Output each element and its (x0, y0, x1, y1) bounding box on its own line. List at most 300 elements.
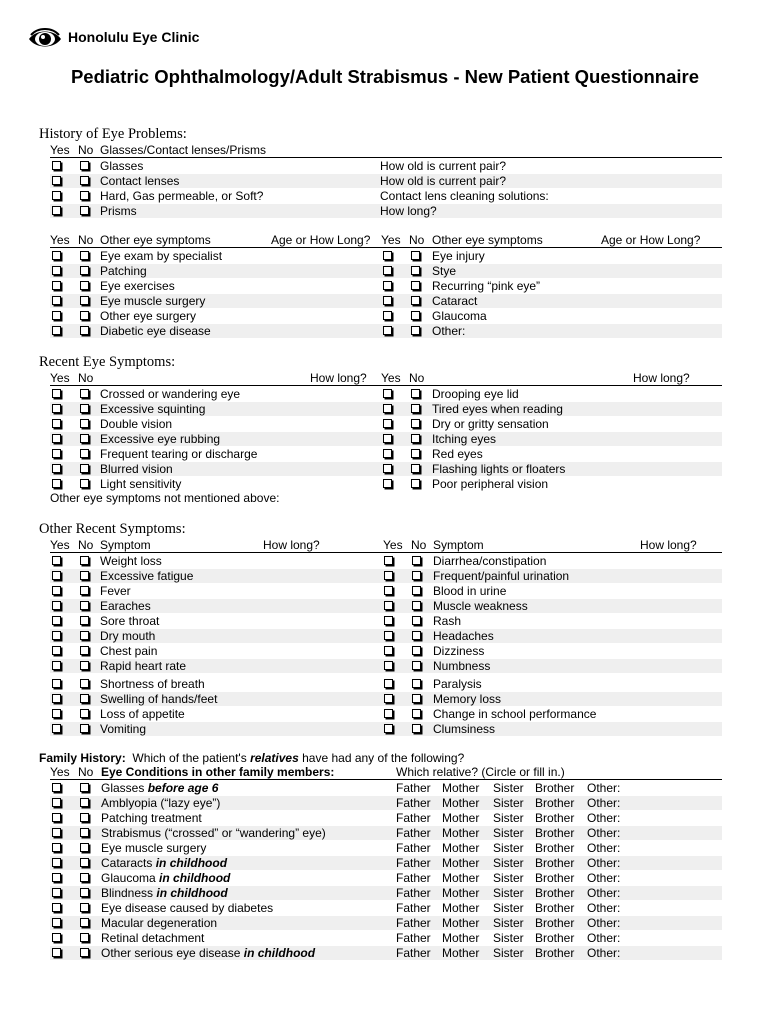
no-checkbox[interactable] (80, 843, 89, 852)
symptom-header: Symptom (100, 538, 151, 552)
symptom-item: Excessive fatigue (100, 569, 194, 583)
symptom-item: Drooping eye lid (432, 387, 519, 401)
yes-checkbox[interactable] (384, 601, 393, 610)
yes-checkbox[interactable] (52, 661, 61, 670)
no-checkbox[interactable] (80, 948, 89, 957)
symptom-item: Eye exercises (100, 279, 175, 293)
symptom-item: Sore throat (100, 614, 160, 628)
glasses-header: Glasses/Contact lenses/Prisms (100, 143, 267, 157)
relative-option[interactable]: Brother (535, 811, 575, 825)
no-checkbox[interactable] (412, 601, 421, 610)
no-checkbox[interactable] (412, 724, 421, 733)
no-checkbox[interactable] (411, 404, 420, 413)
yes-checkbox[interactable] (52, 571, 61, 580)
yes-header: Yes (381, 371, 401, 385)
yes-checkbox[interactable] (52, 266, 61, 275)
yes-checkbox[interactable] (52, 296, 61, 305)
relative-option[interactable]: Mother (442, 841, 480, 855)
no-checkbox[interactable] (411, 434, 420, 443)
symptom-item: Tired eyes when reading (432, 402, 563, 416)
no-checkbox[interactable] (80, 176, 89, 185)
symptom-item: Eye exam by specialist (100, 249, 223, 263)
symptom-item: Patching (100, 264, 147, 278)
yes-checkbox[interactable] (52, 646, 61, 655)
divider (50, 385, 722, 386)
relative-option[interactable]: Sister (493, 841, 524, 855)
family-condition-qualifier: in childhood (159, 871, 231, 885)
yes-checkbox[interactable] (52, 389, 61, 398)
yes-header: Yes (381, 233, 401, 247)
no-checkbox[interactable] (412, 661, 421, 670)
relative-option[interactable]: Other: (587, 886, 621, 900)
symptom-item: Double vision (100, 417, 173, 431)
family-condition-qualifier: before age 6 (147, 781, 219, 795)
symptom-item: Excessive eye rubbing (100, 432, 221, 446)
yes-checkbox[interactable] (52, 449, 61, 458)
relative-option[interactable]: Other: (587, 901, 621, 915)
family-condition-text: Eye muscle surgery (101, 841, 207, 855)
no-checkbox[interactable] (412, 709, 421, 718)
symptom-item: Fever (100, 584, 131, 598)
relative-option[interactable]: Other: (587, 826, 621, 840)
no-checkbox[interactable] (80, 389, 89, 398)
no-checkbox[interactable] (80, 266, 89, 275)
no-checkbox[interactable] (412, 556, 421, 565)
yes-checkbox[interactable] (52, 191, 61, 200)
yes-checkbox[interactable] (383, 479, 392, 488)
no-checkbox[interactable] (80, 661, 89, 670)
no-checkbox[interactable] (80, 161, 89, 170)
relative-option[interactable]: Mother (442, 886, 480, 900)
yes-checkbox[interactable] (383, 419, 392, 428)
no-checkbox[interactable] (80, 616, 89, 625)
symptom-item: Blurred vision (100, 462, 173, 476)
family-condition (101, 916, 217, 930)
relative-option[interactable]: Other: (587, 871, 621, 885)
symptom-item: Recurring “pink eye” (432, 279, 541, 293)
yes-checkbox[interactable] (384, 556, 393, 565)
family-conditions-header: Eye Conditions in other family members: (101, 765, 335, 779)
relative-option[interactable]: Brother (535, 916, 575, 930)
symptom-item: Vomiting (100, 722, 147, 736)
no-checkbox[interactable] (412, 616, 421, 625)
no-checkbox[interactable] (411, 326, 420, 335)
symptom-item: Frequent tearing or discharge (100, 447, 258, 461)
history-item: Hard, Gas permeable, or Soft? (100, 189, 264, 203)
other-symptoms-note: Other eye symptoms not mentioned above: (50, 491, 280, 505)
yes-checkbox[interactable] (52, 679, 61, 688)
relative-option[interactable]: Brother (535, 841, 575, 855)
divider (50, 552, 722, 553)
family-condition (101, 856, 227, 870)
relative-option[interactable]: Sister (493, 781, 524, 795)
symptom-item: Earaches (100, 599, 151, 613)
relative-option[interactable]: Sister (493, 871, 524, 885)
yes-checkbox[interactable] (383, 296, 392, 305)
yes-checkbox[interactable] (384, 709, 393, 718)
yes-checkbox[interactable] (52, 251, 61, 260)
relative-option[interactable]: Other: (587, 796, 621, 810)
no-checkbox[interactable] (412, 571, 421, 580)
yes-checkbox[interactable] (383, 311, 392, 320)
no-checkbox[interactable] (80, 419, 89, 428)
no-checkbox[interactable] (80, 873, 89, 882)
relative-option[interactable]: Brother (535, 931, 575, 945)
yes-checkbox[interactable] (52, 464, 61, 473)
no-checkbox[interactable] (80, 828, 89, 837)
no-checkbox[interactable] (412, 646, 421, 655)
no-checkbox[interactable] (80, 206, 89, 215)
family-condition (101, 826, 326, 840)
no-checkbox[interactable] (412, 586, 421, 595)
symptom-item: Loss of appetite (100, 707, 185, 721)
symptom-item: Rash (433, 614, 462, 628)
yes-checkbox[interactable] (52, 724, 61, 733)
symptom-item: Light sensitivity (100, 477, 182, 491)
relative-option[interactable]: Mother (442, 931, 480, 945)
no-checkbox[interactable] (80, 479, 89, 488)
which-relative-header: Which relative? (Circle or fill in.) (396, 765, 565, 779)
no-checkbox[interactable] (411, 266, 420, 275)
symptom-item: Muscle weakness (433, 599, 528, 613)
how-long-header: How long? (633, 371, 690, 385)
relative-option[interactable]: Brother (535, 796, 575, 810)
age-header: Age or How Long? (601, 233, 701, 247)
no-header: No (78, 371, 94, 385)
relative-option[interactable]: Father (396, 796, 431, 810)
relative-option[interactable]: Brother (535, 826, 575, 840)
relative-option[interactable]: Sister (493, 946, 524, 960)
yes-checkbox[interactable] (52, 586, 61, 595)
relative-option[interactable]: Sister (493, 811, 524, 825)
no-checkbox[interactable] (80, 783, 89, 792)
family-condition (101, 931, 204, 945)
divider (50, 157, 722, 158)
relative-option[interactable]: Father (396, 781, 431, 795)
family-condition-text: Cataracts (101, 856, 153, 870)
yes-checkbox[interactable] (384, 661, 393, 670)
yes-checkbox[interactable] (384, 616, 393, 625)
family-condition-qualifier: in childhood (156, 886, 228, 900)
yes-checkbox[interactable] (52, 888, 61, 897)
yes-checkbox[interactable] (383, 389, 392, 398)
no-checkbox[interactable] (80, 631, 89, 640)
family-condition-text: Glasses (101, 781, 145, 795)
relative-option[interactable]: Sister (493, 901, 524, 915)
yes-checkbox[interactable] (52, 918, 61, 927)
relative-option[interactable]: Brother (535, 946, 575, 960)
no-header: No (411, 538, 427, 552)
no-checkbox[interactable] (80, 449, 89, 458)
no-header: No (78, 233, 94, 247)
symptom-item: Flashing lights or floaters (432, 462, 566, 476)
yes-checkbox[interactable] (52, 843, 61, 852)
no-checkbox[interactable] (80, 296, 89, 305)
no-checkbox[interactable] (80, 191, 89, 200)
no-checkbox[interactable] (411, 479, 420, 488)
relative-option[interactable]: Mother (442, 946, 480, 960)
recent-section-title: Recent Eye Symptoms: (39, 354, 176, 370)
eye-logo-icon (28, 27, 62, 54)
no-checkbox[interactable] (80, 434, 89, 443)
yes-checkbox[interactable] (383, 326, 392, 335)
symptom-item: Glaucoma (432, 309, 487, 323)
other-recent-section-title: Other Recent Symptoms: (39, 521, 186, 537)
no-checkbox[interactable] (80, 464, 89, 473)
symptom-item: Frequent/painful urination (433, 569, 570, 583)
yes-checkbox[interactable] (384, 679, 393, 688)
no-header: No (78, 538, 94, 552)
no-checkbox[interactable] (411, 389, 420, 398)
yes-checkbox[interactable] (383, 464, 392, 473)
family-intro-em: relatives (250, 751, 299, 765)
symptom-item: Itching eyes (432, 432, 497, 446)
yes-checkbox[interactable] (52, 948, 61, 957)
symptom-item: Headaches (433, 629, 494, 643)
relative-option[interactable]: Other: (587, 841, 621, 855)
symptom-item: Numbness (433, 659, 491, 673)
yes-checkbox[interactable] (383, 434, 392, 443)
no-checkbox[interactable] (80, 694, 89, 703)
family-condition-text: Amblyopia (“lazy eye”) (101, 796, 221, 810)
yes-checkbox[interactable] (384, 724, 393, 733)
no-checkbox[interactable] (411, 419, 420, 428)
symptom-item: Memory loss (433, 692, 502, 706)
symptom-item: Clumsiness (433, 722, 496, 736)
no-checkbox[interactable] (411, 464, 420, 473)
no-checkbox[interactable] (412, 631, 421, 640)
relative-option[interactable]: Other: (587, 781, 621, 795)
yes-checkbox[interactable] (52, 798, 61, 807)
relative-option[interactable]: Other: (587, 916, 621, 930)
family-condition-text: Macular degeneration (101, 916, 218, 930)
yes-checkbox[interactable] (52, 326, 61, 335)
yes-checkbox[interactable] (383, 281, 392, 290)
no-checkbox[interactable] (412, 694, 421, 703)
yes-checkbox[interactable] (52, 176, 61, 185)
yes-checkbox[interactable] (52, 783, 61, 792)
relative-option[interactable]: Sister (493, 826, 524, 840)
symptom-item: Other: (432, 324, 466, 338)
relative-option[interactable]: Father (396, 811, 431, 825)
no-checkbox[interactable] (80, 798, 89, 807)
yes-checkbox[interactable] (383, 404, 392, 413)
no-checkbox[interactable] (411, 449, 420, 458)
yes-checkbox[interactable] (384, 646, 393, 655)
relative-option[interactable]: Brother (535, 886, 575, 900)
no-checkbox[interactable] (80, 326, 89, 335)
yes-checkbox[interactable] (52, 813, 61, 822)
yes-checkbox[interactable] (52, 556, 61, 565)
relative-option[interactable]: Other: (587, 811, 621, 825)
no-checkbox[interactable] (412, 679, 421, 688)
relative-option[interactable]: Mother (442, 826, 480, 840)
family-condition-text: Blindness (101, 886, 154, 900)
yes-header: Yes (50, 538, 70, 552)
no-checkbox[interactable] (80, 251, 89, 260)
no-checkbox[interactable] (80, 709, 89, 718)
symptom-item: Change in school performance (433, 707, 597, 721)
no-checkbox[interactable] (80, 646, 89, 655)
family-condition-text: Patching treatment (101, 811, 202, 825)
no-checkbox[interactable] (411, 296, 420, 305)
family-condition-text: Other serious eye disease (101, 946, 241, 960)
relative-option[interactable]: Mother (442, 796, 480, 810)
yes-checkbox[interactable] (52, 404, 61, 413)
no-checkbox[interactable] (80, 888, 89, 897)
yes-header: Yes (50, 233, 70, 247)
yes-checkbox[interactable] (52, 206, 61, 215)
relative-option[interactable]: Other: (587, 946, 621, 960)
relative-option[interactable]: Mother (442, 901, 480, 915)
family-intro (39, 751, 464, 765)
history-question: How long? (380, 204, 437, 218)
yes-checkbox[interactable] (383, 251, 392, 260)
relative-option[interactable]: Mother (442, 781, 480, 795)
no-checkbox[interactable] (80, 918, 89, 927)
no-checkbox[interactable] (411, 251, 420, 260)
no-checkbox[interactable] (80, 813, 89, 822)
relative-option[interactable]: Father (396, 946, 431, 960)
symptom-item: Diarrhea/constipation (433, 554, 547, 568)
relative-option[interactable]: Father (396, 901, 431, 915)
relative-option[interactable]: Father (396, 826, 431, 840)
symptom-item: Dizziness (433, 644, 485, 658)
yes-checkbox[interactable] (383, 266, 392, 275)
family-condition (101, 841, 206, 855)
family-condition (101, 886, 228, 900)
no-checkbox[interactable] (80, 556, 89, 565)
symptom-item: Eye injury (432, 249, 485, 263)
no-header: No (78, 143, 94, 157)
family-condition (101, 871, 230, 885)
symptom-item: Diabetic eye disease (100, 324, 211, 338)
no-checkbox[interactable] (411, 281, 420, 290)
relative-option[interactable]: Sister (493, 856, 524, 870)
symptom-item: Red eyes (432, 447, 483, 461)
relative-option[interactable]: Sister (493, 886, 524, 900)
no-checkbox[interactable] (80, 571, 89, 580)
no-checkbox[interactable] (80, 933, 89, 942)
family-condition (101, 781, 218, 795)
divider (50, 779, 722, 780)
family-condition (101, 946, 315, 960)
yes-checkbox[interactable] (52, 933, 61, 942)
family-condition (101, 796, 220, 810)
relative-option[interactable]: Father (396, 856, 431, 870)
no-checkbox[interactable] (80, 601, 89, 610)
no-checkbox[interactable] (80, 586, 89, 595)
history-item: Prisms (100, 204, 137, 218)
no-checkbox[interactable] (80, 311, 89, 320)
no-checkbox[interactable] (80, 404, 89, 413)
symptom-item: Weight loss (100, 554, 162, 568)
yes-checkbox[interactable] (383, 449, 392, 458)
relative-option[interactable]: Father (396, 916, 431, 930)
yes-checkbox[interactable] (52, 601, 61, 610)
yes-checkbox[interactable] (52, 903, 61, 912)
family-condition (101, 901, 273, 915)
yes-checkbox[interactable] (384, 631, 393, 640)
symptom-item: Other eye surgery (100, 309, 197, 323)
yes-checkbox[interactable] (52, 434, 61, 443)
relative-option[interactable]: Mother (442, 916, 480, 930)
relative-option[interactable]: Mother (442, 871, 480, 885)
yes-checkbox[interactable] (384, 694, 393, 703)
form-title: Pediatric Ophthalmology/Adult Strabismus - New Patient Questionnaire (70, 66, 700, 87)
symptom-item: Shortness of breath (100, 677, 205, 691)
no-header: No (409, 371, 425, 385)
no-checkbox[interactable] (80, 724, 89, 733)
yes-checkbox[interactable] (52, 161, 61, 170)
relative-option[interactable]: Brother (535, 781, 575, 795)
history-section-title: History of Eye Problems: (39, 126, 187, 142)
relative-option[interactable]: Sister (493, 931, 524, 945)
relative-option[interactable]: Mother (442, 856, 480, 870)
age-header: Age or How Long? (271, 233, 371, 247)
yes-checkbox[interactable] (52, 419, 61, 428)
no-checkbox[interactable] (411, 311, 420, 320)
symptom-item: Paralysis (433, 677, 482, 691)
yes-checkbox[interactable] (52, 694, 61, 703)
yes-checkbox[interactable] (52, 873, 61, 882)
relative-option[interactable]: Other: (587, 931, 621, 945)
yes-header: Yes (50, 371, 70, 385)
family-condition-text: Glaucoma (101, 871, 156, 885)
no-checkbox[interactable] (80, 281, 89, 290)
yes-header: Yes (50, 765, 70, 779)
yes-checkbox[interactable] (52, 828, 61, 837)
relative-option[interactable]: Father (396, 841, 431, 855)
relative-option[interactable]: Father (396, 886, 431, 900)
yes-checkbox[interactable] (52, 616, 61, 625)
relative-option[interactable]: Mother (442, 811, 480, 825)
history-question: Contact lens cleaning solutions: (380, 189, 549, 203)
relative-option[interactable]: Father (396, 871, 431, 885)
family-intro-a: Which of the patient's (132, 751, 247, 765)
relative-option[interactable]: Father (396, 931, 431, 945)
symptom-item: Excessive squinting (100, 402, 206, 416)
relative-option[interactable]: Sister (493, 916, 524, 930)
no-header: No (78, 765, 94, 779)
relative-option[interactable]: Brother (535, 871, 575, 885)
symptom-item: Dry mouth (100, 629, 156, 643)
yes-checkbox[interactable] (384, 571, 393, 580)
family-condition-qualifier: in childhood (243, 946, 316, 960)
family-label: Family History: (39, 751, 126, 765)
yes-checkbox[interactable] (52, 858, 61, 867)
other-eye-symptoms-header: Other eye symptoms (432, 233, 543, 247)
how-long-header: How long? (263, 538, 320, 552)
divider (50, 247, 722, 248)
yes-checkbox[interactable] (52, 311, 61, 320)
yes-checkbox[interactable] (52, 479, 61, 488)
family-condition-text: Strabismus (“crossed” or “wandering” eye) (101, 826, 326, 840)
yes-checkbox[interactable] (52, 281, 61, 290)
yes-checkbox[interactable] (52, 631, 61, 640)
no-checkbox[interactable] (80, 903, 89, 912)
relative-option[interactable]: Other: (587, 856, 621, 870)
yes-checkbox[interactable] (52, 709, 61, 718)
yes-checkbox[interactable] (384, 586, 393, 595)
symptom-item: Eye muscle surgery (100, 294, 206, 308)
relative-option[interactable]: Brother (535, 856, 575, 870)
yes-header: Yes (50, 143, 70, 157)
relative-option[interactable]: Sister (493, 796, 524, 810)
no-checkbox[interactable] (80, 679, 89, 688)
no-checkbox[interactable] (80, 858, 89, 867)
relative-option[interactable]: Brother (535, 901, 575, 915)
